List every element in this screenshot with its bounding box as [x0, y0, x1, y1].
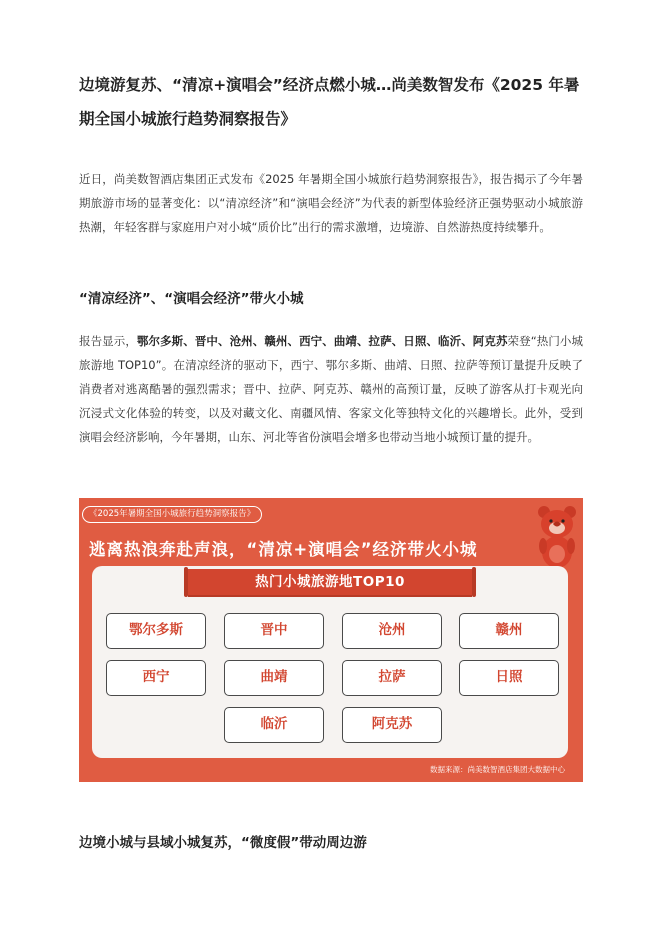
section-heading-border-towns: 边境小城与县域小城复苏，“微度假”带动周边游 [79, 835, 367, 851]
city-card-9: 临沂 [224, 707, 324, 743]
city-card-8: 日照 [459, 660, 559, 696]
article-title: 边境游复苏、“清凉+演唱会”经济点燃小城…尚美数智发布《2025 年暑期全国小城旅行趋势洞察报告》 [79, 76, 580, 128]
top10-ribbon-title: 热门小城旅游地TOP10 [188, 569, 472, 595]
city-card-4: 赣州 [459, 613, 559, 649]
city-card-1: 鄂尔多斯 [106, 613, 206, 649]
section1-prefix: 报告显示， [79, 334, 137, 348]
section1-body: 荣登“热门小城旅游地 TOP10”。在清凉经济的驱动下，西宁、鄂尔多斯、曲靖、日照、拉萨等预订量提升反映了消费者对逃离酷暑的强烈需求；晋中、拉萨、阿克苏、赣州的高预订量，反映了游客从打卡观光向沉浸式文化体验的转变，以及对藏文化、南疆风情、客家文化等独特文化的兴趣增长。此外，受到演唱会经济影响，今年暑期，山东、河北等省份演唱会增多也带动当地小城预订量的提升。 [79, 334, 583, 444]
city-card-3: 沧州 [342, 613, 442, 649]
intro-paragraph: 近日，尚美数智酒店集团正式发布《2025 年暑期全国小城旅行趋势洞察报告》，报告揭示了今年暑期旅游市场的显著变化：以“清凉经济”和“演唱会经济”为代表的新型体验经济正强势驱动小城旅游热潮，年轻客群与家庭用户对小城“质价比”出行的需求激增，边境游、自然游热度持续攀升。 [79, 172, 583, 234]
top10-poster-image [79, 498, 583, 782]
poster-headline: 逃离热浪奔赴声浪，“清凉+演唱会”经济带火小城 [89, 540, 478, 559]
section1-city-list: 鄂尔多斯、晋中、沧州、赣州、西宁、曲靖、拉萨、日照、临沂、阿克苏 [136, 334, 508, 348]
city-card-5: 西宁 [106, 660, 206, 696]
data-source-note: 数据来源：尚美数智酒店集团大数据中心 [430, 765, 565, 774]
city-card-2: 晋中 [224, 613, 324, 649]
city-card-6: 曲靖 [224, 660, 324, 696]
red-bear-mascot-icon [535, 502, 579, 568]
section-heading-cool-concert: “清凉经济”、“演唱会经济”带火小城 [79, 291, 304, 307]
city-card-7: 拉萨 [342, 660, 442, 696]
report-source-tag: 《2025年暑期全国小城旅行趋势洞察报告》 [82, 506, 262, 523]
city-card-10: 阿克苏 [342, 707, 442, 743]
section1-paragraph [79, 329, 583, 449]
